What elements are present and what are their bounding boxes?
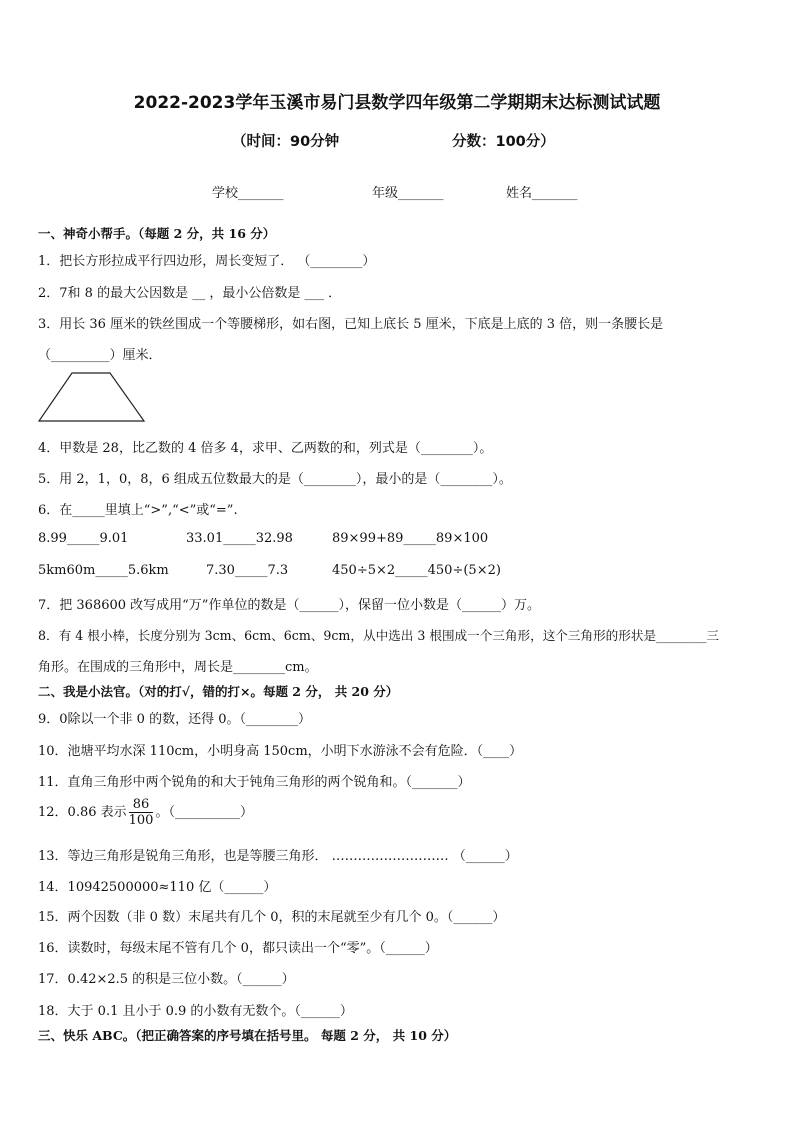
question-2: 2．7和 8 的最大公因数是 __ ，最小公倍数是 ___ ． <box>38 286 342 301</box>
question-3-line1: 3．用长 36 厘米的铁丝围成一个等腰梯形，如右图，已知上底长 5 厘米，下底是上底的 3 倍，则一条腰长是 <box>38 317 664 332</box>
fraction-denominator: 100 <box>128 813 154 828</box>
question-6-item: 89×99+89_____89×100 <box>332 531 489 546</box>
page-title: 2022-2023学年玉溪市易门县数学四年级第二学期期末达标测试试题 <box>133 93 661 113</box>
question-14: 14．10942500000≈110 亿（______） <box>38 880 277 895</box>
question-16: 16．读数时，每级末尾不管有几个 0，都只读出一个“零”。（______） <box>38 941 438 956</box>
grade-field: 年级_______ <box>372 186 444 201</box>
school-field: 学校_______ <box>212 186 284 201</box>
question-6: 6．在_____里填上“>”,“<”或“=”. <box>38 503 238 518</box>
trapezoid-figure <box>36 370 148 426</box>
section-3-heading: 三、快乐 ABC。（把正确答案的序号填在括号里。 每题 2 分， 共 10 分） <box>38 1028 457 1043</box>
question-6-item: 8.99_____9.01 <box>38 531 129 546</box>
question-6-item: 7.30_____7.3 <box>206 563 289 578</box>
question-18: 18．大于 0.1 且小于 0.9 的小数有无数个。（______） <box>38 1004 353 1019</box>
fraction <box>129 797 154 828</box>
question-17: 17．0.42×2.5 的积是三位小数。（______） <box>38 972 295 987</box>
question-3-line2: （_________）厘米． <box>38 348 162 363</box>
exam-time: （时间：90分钟 <box>232 134 340 150</box>
question-8-line1: 8．有 4 根小棒，长度分别为 3cm、6cm、6cm、9cm，从中选出 3 根围成一个三角形，这个三角形的形状是________三 <box>38 628 720 643</box>
question-6-item: 5km60m_____5.6km <box>38 563 169 578</box>
question-12-prefix: 12．0.86 表示 <box>38 805 127 820</box>
question-6-item: 33.01_____32.98 <box>186 531 293 546</box>
question-11: 11．直角三角形中两个锐角的和大于钝角三角形的两个锐角和。（_______） <box>38 775 471 790</box>
question-1: 1．把长方形拉成平行四边形，周长变短了． （________） <box>38 254 376 269</box>
question-12 <box>38 797 253 828</box>
fraction-numerator: 86 <box>129 797 154 813</box>
question-8-line2: 角形。在围成的三角形中，周长是________cm。 <box>38 660 318 675</box>
name-field: 姓名_______ <box>506 186 578 201</box>
section-2-heading: 二、我是小法官。（对的打√，错的打×。每题 2 分， 共 20 分） <box>38 684 399 699</box>
question-6-item: 450÷5×2_____450÷(5×2) <box>332 563 501 578</box>
question-9: 9．0除以一个非 0 的数，还得 0。（________） <box>38 712 311 727</box>
question-15: 15．两个因数（非 0 数）末尾共有几个 0，积的末尾就至少有几个 0。（______） <box>38 910 506 925</box>
exam-score: 分数：100分） <box>452 134 555 150</box>
question-7: 7．把 368600 改写成用“万”作单位的数是（______），保留一位小数是（______）万。 <box>38 598 540 613</box>
question-5: 5．用 2，1，0，8，6 组成五位数最大的是（________），最小的是（________）。 <box>38 472 512 487</box>
section-1-heading: 一、神奇小帮手。（每题 2 分，共 16 分） <box>38 226 276 241</box>
question-12-suffix: 。（__________） <box>155 805 253 820</box>
question-4: 4．甲数是 28，比乙数的 4 倍多 4，求甲、乙两数的和，列式是（________）。 <box>38 441 493 456</box>
question-10: 10．池塘平均水深 110cm，小明身高 150cm，小明下水游泳不会有危险．（____） <box>38 744 523 759</box>
question-13: 13．等边三角形是锐角三角形，也是等腰三角形． ……………………… （______） <box>38 849 518 864</box>
